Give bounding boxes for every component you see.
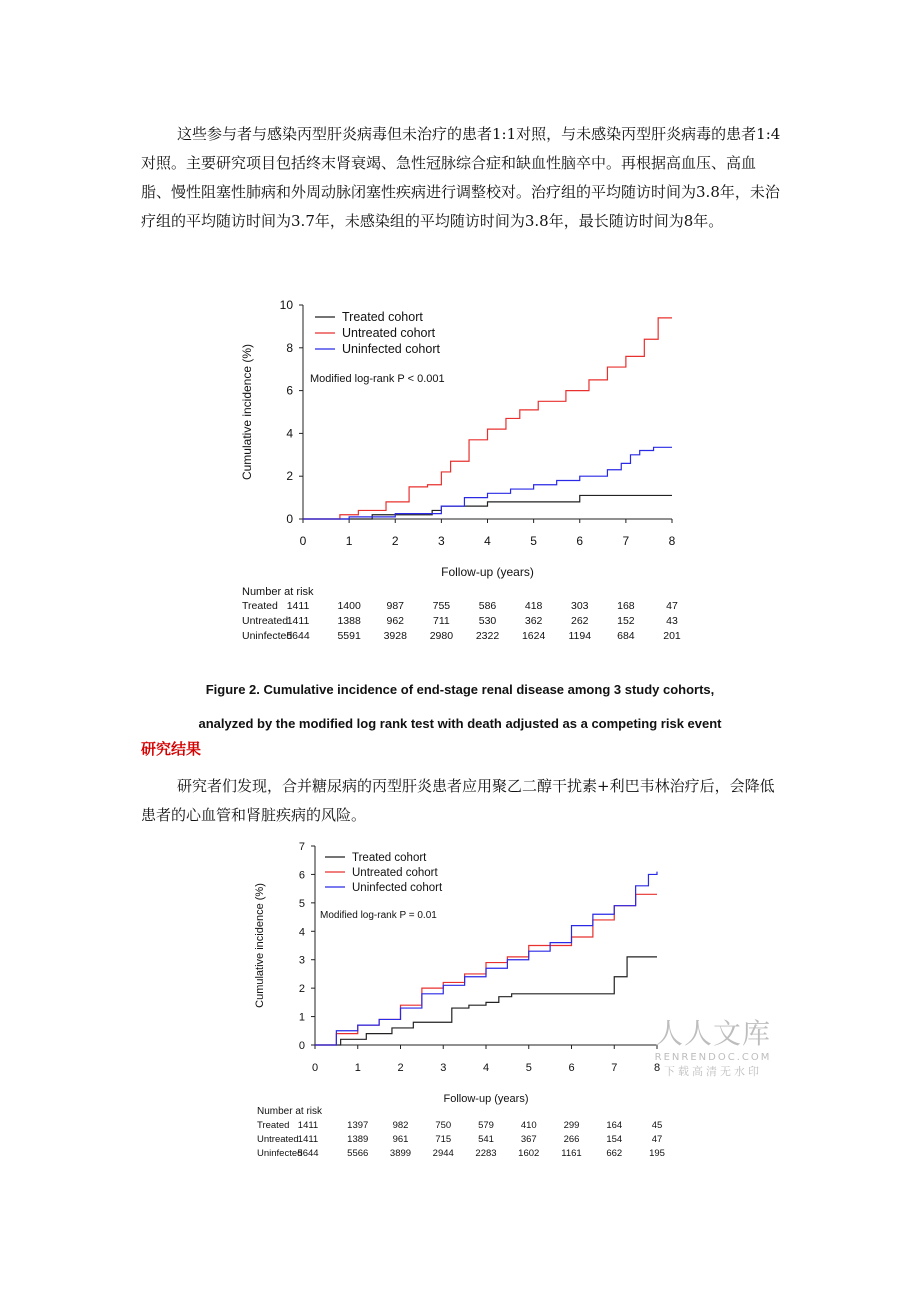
x-tick-label: 1 <box>345 534 353 548</box>
risk-cell: 418 <box>524 600 543 612</box>
risk-cell: 266 <box>563 1134 580 1145</box>
legend-label-untreated: Untreated cohort <box>342 326 436 340</box>
x-tick-label: 8 <box>668 534 676 548</box>
risk-cell: 303 <box>570 600 589 612</box>
risk-cell: 1388 <box>337 615 361 627</box>
risk-cell: 201 <box>663 630 681 642</box>
risk-cell: 755 <box>432 600 451 612</box>
risk-cell: 299 <box>563 1120 580 1131</box>
x-tick-label: 6 <box>576 534 584 548</box>
y-axis-label: Cumulative incidence (%) <box>254 883 266 1008</box>
x-tick-label: 8 <box>653 1062 661 1074</box>
risk-cell: 5644 <box>286 630 310 642</box>
risk-cell: 367 <box>520 1134 537 1145</box>
risk-cell: 5644 <box>297 1148 319 1159</box>
section-heading: 研究结果 <box>141 740 202 758</box>
risk-cell: 750 <box>435 1120 452 1131</box>
risk-cell: 962 <box>386 615 405 627</box>
y-tick-label: 5 <box>298 897 305 910</box>
risk-cell: 1411 <box>286 600 310 612</box>
series-line-uninfected <box>315 872 657 1045</box>
risk-cell: 43 <box>666 615 678 627</box>
risk-cell: 164 <box>606 1120 623 1131</box>
x-tick-label: 5 <box>525 1062 532 1074</box>
x-tick-label: 2 <box>391 534 399 548</box>
risk-cell: 541 <box>478 1134 494 1145</box>
x-axis-label: Follow-up (years) <box>441 565 534 579</box>
risk-cell: 47 <box>666 600 678 612</box>
risk-cell: 1411 <box>297 1120 319 1131</box>
risk-row-label: Untreated <box>257 1134 299 1145</box>
risk-cell: 5591 <box>337 630 361 642</box>
risk-cell: 262 <box>570 615 589 627</box>
chart-esrd <box>200 290 720 650</box>
risk-cell: 1411 <box>286 615 310 627</box>
y-tick-label: 4 <box>298 926 305 939</box>
legend-label-untreated: Untreated cohort <box>352 867 438 879</box>
y-tick-label: 6 <box>298 869 305 882</box>
paragraph-results: 研究者们发现，合并糖尿病的丙型肝炎患者应用聚乙二醇干扰素+利巴韦林治疗后，会降低患者的心血管和肾脏疾病的风险。 <box>141 777 775 824</box>
y-axis-label: Cumulative incidence (%) <box>240 343 254 481</box>
risk-cell: 47 <box>651 1134 663 1145</box>
y-tick-label: 2 <box>298 983 305 996</box>
x-tick-label: 2 <box>397 1062 404 1074</box>
risk-cell: 410 <box>520 1120 537 1131</box>
risk-cell: 3928 <box>383 630 407 642</box>
risk-cell: 586 <box>478 600 497 612</box>
risk-cell: 5566 <box>347 1148 369 1159</box>
watermark <box>648 1012 778 1079</box>
y-tick-label: 1 <box>298 1011 305 1024</box>
risk-cell: 45 <box>651 1120 663 1131</box>
y-tick-label: 0 <box>286 512 293 526</box>
watermark-logo: 人人文库 <box>654 1017 771 1050</box>
risk-table-title: Number at risk <box>242 586 314 598</box>
risk-cell: 1602 <box>518 1148 540 1159</box>
risk-cell: 195 <box>649 1148 665 1159</box>
legend-label-treated: Treated cohort <box>352 852 427 864</box>
risk-cell: 1389 <box>347 1134 369 1145</box>
legend-label-uninfected: Uninfected cohort <box>342 342 440 356</box>
figure-caption-line1: Figure 2. Cumulative incidence of end-stage renal disease among 3 study cohorts, <box>205 682 715 697</box>
risk-cell: 2980 <box>429 630 454 642</box>
x-tick-label: 3 <box>440 1062 447 1074</box>
watermark-site: RENRENDOC.COM <box>654 1052 772 1063</box>
risk-cell: 2944 <box>432 1148 454 1159</box>
risk-cell: 1400 <box>337 600 361 612</box>
chart-cardiovascular <box>220 836 700 1166</box>
risk-cell: 961 <box>392 1134 409 1145</box>
x-tick-label: 7 <box>611 1062 618 1074</box>
x-axis-label: Follow-up (years) <box>443 1093 529 1105</box>
risk-cell: 1397 <box>347 1120 369 1131</box>
series-line-treated <box>303 495 672 519</box>
x-tick-label: 0 <box>311 1062 319 1074</box>
legend-label-treated: Treated cohort <box>342 310 423 324</box>
x-tick-label: 4 <box>484 534 491 548</box>
risk-table-title: Number at risk <box>257 1106 323 1117</box>
y-tick-label: 0 <box>298 1040 305 1052</box>
risk-row-label: Treated <box>242 600 278 612</box>
risk-cell: 530 <box>478 615 497 627</box>
watermark-tagline: 下载高清无水印 <box>664 1065 762 1078</box>
risk-row-label: Uninfected <box>257 1148 303 1159</box>
risk-cell: 154 <box>606 1134 623 1145</box>
risk-cell: 987 <box>386 600 405 612</box>
risk-cell: 362 <box>524 615 543 627</box>
log-rank-annotation: Modified log-rank P = 0.01 <box>320 910 437 921</box>
paragraph-methods: 这些参与者与感染丙型肝炎病毒但未治疗的患者1:1对照，与未感染丙型肝炎病毒的患者1:4对照。主要研究项目包括终末肾衰竭、急性冠脉综合症和缺血性脑卒中。再根据高血压、高血脂、慢性阻塞性肺病和外周动脉闭塞性疾病进行调整校对。治疗组的平均随访时间为3.8年，未治疗组的平均随访时间为3.7年，未感染组的平均随访时间为3.8年，最长随访时间为8年。 <box>141 125 781 230</box>
x-tick-label: 5 <box>530 534 537 548</box>
x-tick-label: 6 <box>568 1062 575 1074</box>
log-rank-annotation: Modified log-rank P < 0.001 <box>310 373 445 385</box>
x-tick-label: 7 <box>622 534 630 548</box>
figure-caption-line2: analyzed by the modified log rank test with death adjusted as a competing risk event <box>198 716 722 731</box>
legend-label-uninfected: Uninfected cohort <box>352 882 443 894</box>
risk-cell: 2283 <box>475 1148 497 1159</box>
x-tick-label: 4 <box>482 1062 490 1074</box>
risk-cell: 684 <box>617 630 635 642</box>
y-tick-label: 10 <box>279 298 293 312</box>
risk-cell: 1624 <box>521 630 546 642</box>
risk-cell: 715 <box>435 1134 452 1145</box>
y-tick-label: 4 <box>286 426 293 441</box>
series-line-uninfected <box>303 447 672 519</box>
risk-cell: 152 <box>617 615 635 627</box>
x-tick-label: 1 <box>354 1062 361 1074</box>
risk-row-label: Uninfected <box>242 630 293 642</box>
x-tick-label: 0 <box>299 534 307 548</box>
risk-cell: 168 <box>617 600 635 612</box>
y-tick-label: 7 <box>298 841 305 853</box>
x-tick-label: 3 <box>438 534 445 548</box>
risk-cell: 3899 <box>389 1148 412 1159</box>
y-tick-label: 2 <box>286 469 293 484</box>
risk-cell: 2322 <box>475 630 500 642</box>
risk-cell: 1194 <box>568 630 592 642</box>
risk-row-label: Treated <box>257 1120 290 1131</box>
risk-cell: 662 <box>606 1148 623 1159</box>
risk-cell: 982 <box>392 1120 409 1131</box>
risk-cell: 711 <box>433 615 450 627</box>
y-tick-label: 3 <box>298 954 305 967</box>
y-tick-label: 6 <box>286 383 293 398</box>
risk-cell: 1161 <box>561 1148 582 1159</box>
y-tick-label: 8 <box>286 340 293 355</box>
risk-cell: 1411 <box>297 1134 319 1145</box>
risk-cell: 579 <box>478 1120 494 1131</box>
risk-row-label: Untreated <box>242 615 289 627</box>
